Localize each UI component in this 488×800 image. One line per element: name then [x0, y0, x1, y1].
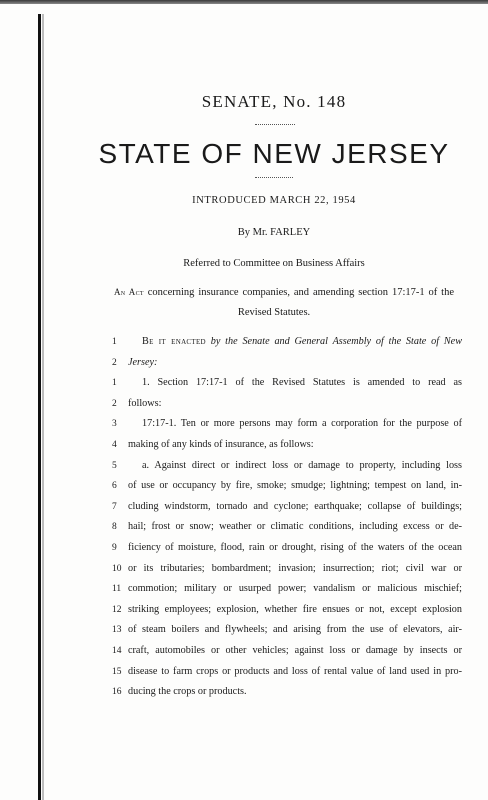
line-text: 1. Section 17:17-1 of the Revised Statutes is amended to read as — [142, 377, 462, 389]
line-text: of steam boilers and flywheels; and arising from the use of elevators, air- — [128, 624, 462, 636]
bill-line — [112, 376, 462, 397]
line-text: of use or occupancy by fire, smoke; smudge; lightning; tempest on land, in- — [128, 480, 462, 492]
act-title-prefix: An Act — [114, 287, 144, 297]
line-number: 6 — [112, 481, 117, 492]
bill-line — [112, 562, 462, 583]
line-number: 1 — [112, 337, 117, 347]
line-text: a. Against direct or indirect loss or damage to property, including loss — [142, 459, 462, 471]
line-text: cluding windstorm, tornado and cyclone; earthquake; collapse of buildings; — [128, 500, 462, 512]
act-title-text: concerning insurance companies, and amending section 17:17-1 of the — [147, 287, 455, 298]
bill-line — [112, 417, 462, 438]
line-text: craft, automobiles or other vehicles; against loss or damage by insects or — [128, 644, 462, 656]
act-title-line — [114, 287, 454, 298]
line-text: hail; frost or snow; weather or climatic conditions, including excess or de- — [128, 521, 462, 533]
line-number: 13 — [112, 625, 122, 636]
bill-line — [112, 623, 462, 644]
bill-line — [112, 479, 462, 500]
bill-line — [112, 603, 462, 624]
line-text: ducing the crops or products. — [128, 686, 247, 698]
line-text — [142, 335, 462, 349]
bill-line — [112, 438, 462, 459]
binding-shadow — [42, 14, 44, 800]
bill-line — [112, 665, 462, 686]
line-number: 3 — [112, 419, 117, 430]
line-number: 14 — [112, 645, 122, 656]
bill-line — [112, 335, 462, 356]
state-heading: STATE OF NEW JERSEY — [98, 138, 450, 169]
bill-line — [112, 644, 462, 665]
line-number: 11 — [112, 584, 122, 595]
top-edge-rule — [0, 0, 488, 4]
line-number: 2 — [112, 398, 117, 409]
act-title-continuation: Revised Statutes. — [237, 307, 311, 318]
bill-line — [112, 397, 462, 418]
line-number: 2 — [112, 357, 117, 368]
line-text: commotion; military or usurped power; vandalism or malicious mischief; — [128, 583, 462, 595]
introduced-date: INTRODUCED MARCH 22, 1954 — [192, 195, 356, 206]
bill-number: SENATE, No. 148 — [201, 92, 347, 111]
line-number: 9 — [112, 542, 117, 553]
committee-referral: Referred to Committee on Business Affairs — [183, 258, 365, 269]
line-number: 5 — [112, 460, 117, 471]
bill-line — [112, 520, 462, 541]
sponsor: By Mr. FARLEY — [237, 227, 311, 238]
line-number: 8 — [112, 522, 117, 533]
bill-line — [112, 582, 462, 603]
bill-line — [112, 356, 462, 377]
bill-line — [112, 459, 462, 480]
line-text: Jersey: — [128, 356, 158, 368]
line-text: 17:17-1. Ten or more persons may form a corporation for the purpose of — [142, 418, 462, 430]
binding-edge — [38, 14, 41, 800]
line-number: 16 — [112, 687, 122, 698]
line-text: making of any kinds of insurance, as follows: — [128, 438, 314, 450]
line-number: 7 — [112, 501, 117, 512]
line-number: 12 — [112, 604, 122, 615]
line-number: 15 — [112, 666, 122, 677]
enacting-clause: Be it enacted — [142, 336, 206, 347]
enacting-text: by the Senate and General Assembly of the State of New — [205, 336, 462, 347]
line-number: 10 — [112, 563, 122, 574]
bill-line — [112, 541, 462, 562]
line-text: disease to farm crops or products and loss of rental value of land used in pro- — [128, 665, 462, 677]
line-text: or its tributaries; bombardment; invasion; insurrection; riot; civil war or — [128, 562, 462, 574]
bill-body — [112, 335, 462, 706]
separator-rule — [255, 124, 295, 125]
line-text: striking employees; explosion, whether fire ensues or not, except explosion — [128, 603, 462, 615]
line-number: 4 — [112, 439, 117, 450]
line-text: follows: — [128, 397, 162, 409]
separator-rule — [255, 177, 293, 178]
line-text: ficiency of moisture, flood, rain or drought, rising of the waters of the ocean — [128, 541, 462, 553]
bill-line — [112, 500, 462, 521]
bill-line — [112, 685, 462, 706]
line-number: 1 — [112, 378, 117, 389]
